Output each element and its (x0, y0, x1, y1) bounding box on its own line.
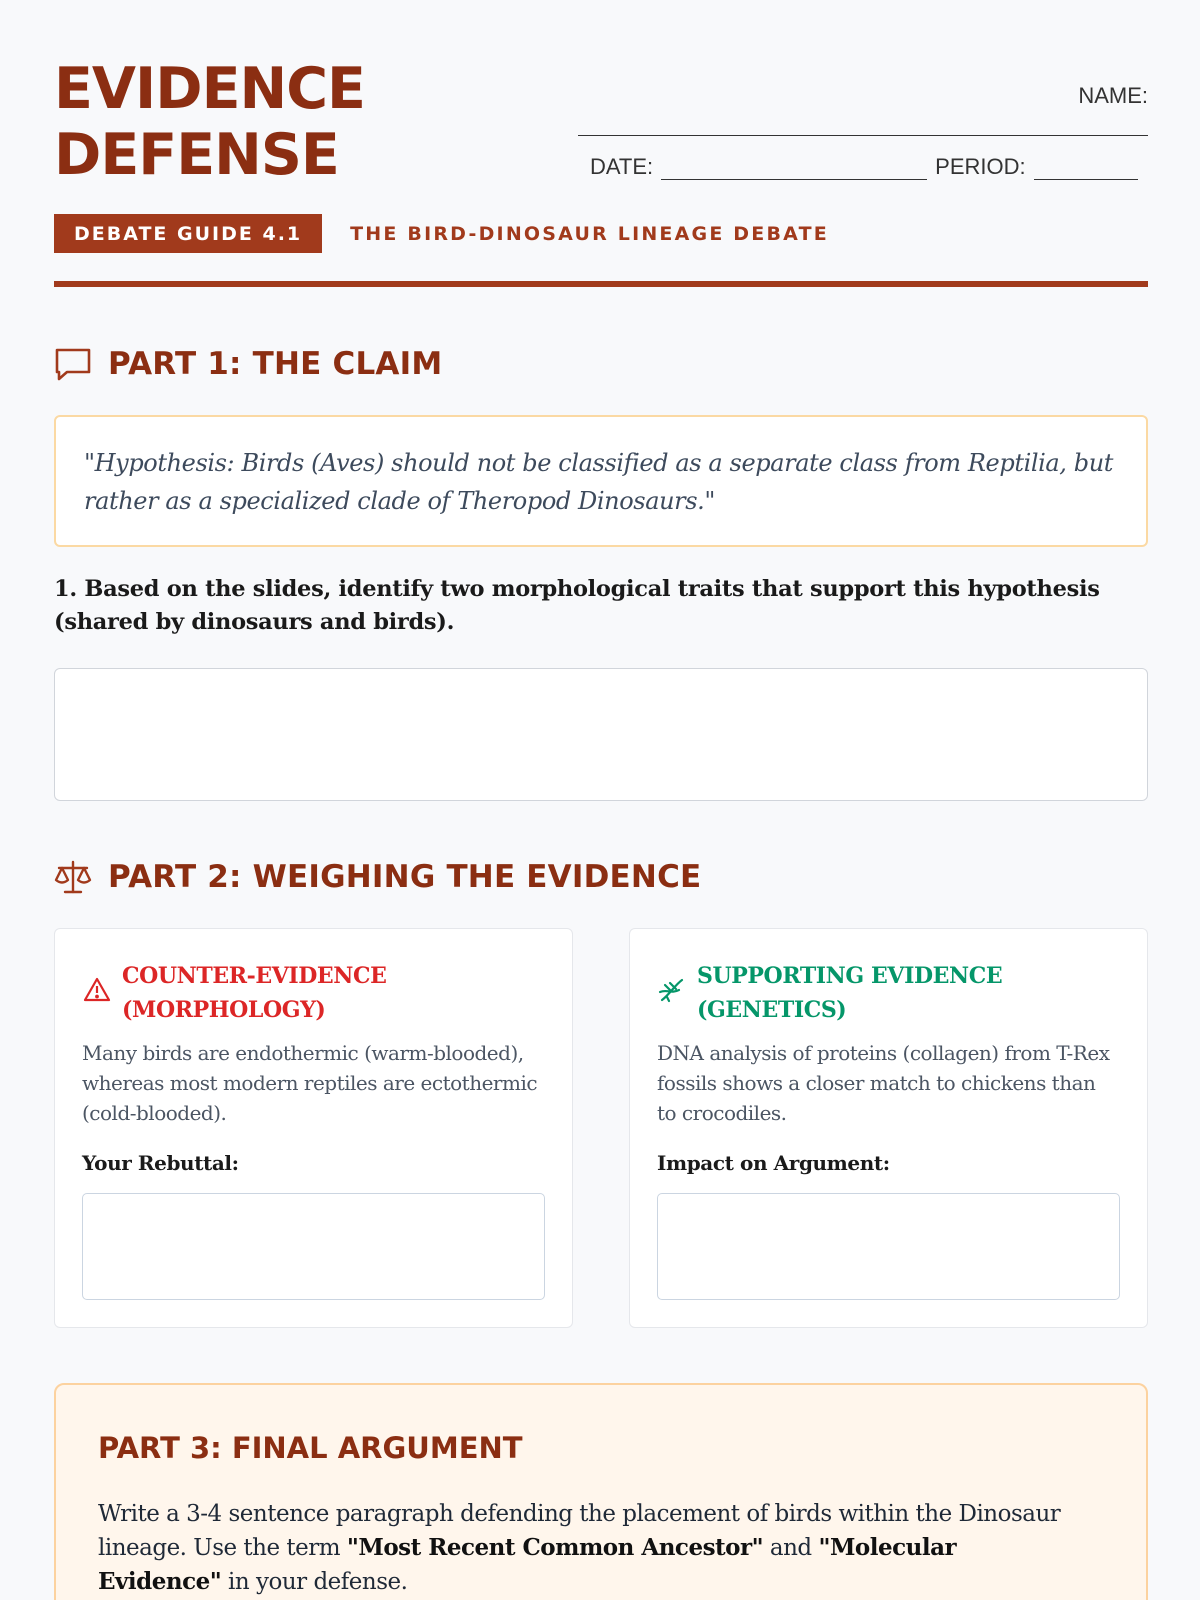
counter-evidence-title: COUNTER-EVIDENCE (MORPHOLOGY) (122, 963, 387, 1023)
date-field[interactable] (661, 162, 927, 180)
date-label: DATE: (590, 154, 654, 179)
question-1: 1. Based on the slides, identify two morphological traits that support this hypothesis (shared by dinosaurs and birds). (54, 576, 1100, 635)
period-label: PERIOD: (935, 154, 1026, 179)
student-info-fields (578, 80, 1148, 179)
name-label: NAME: (1078, 83, 1148, 108)
supporting-evidence-text: DNA analysis of proteins (collagen) from T-Rex fossils shows a closer match to chickens than to crocodiles. (657, 1041, 1110, 1125)
claim-box: "Hypothesis: Birds (Aves) should not be classified as a separate class from Reptilia, but rather as a specialized clade of Theropod Dinosaurs." (54, 415, 1148, 547)
impact-label: Impact on Argument: (657, 1151, 890, 1175)
part2-header (54, 858, 701, 896)
dna-icon (657, 975, 687, 1005)
counter-evidence-text: Many birds are endothermic (warm-blooded), whereas most modern reptiles are ectothermic (cold-blooded). (82, 1041, 538, 1125)
title-line-2: DEFENSE (54, 122, 339, 188)
period-field[interactable] (1034, 162, 1138, 180)
guide-badge: DEBATE GUIDE 4.1 (54, 214, 322, 253)
part1-title: PART 1: THE CLAIM (108, 346, 443, 382)
term-molecular-evidence: "Molecular Evidence" (98, 1534, 957, 1595)
worksheet-page (54, 0, 1148, 1600)
final-argument-instructions: Write a 3-4 sentence paragraph defending the placement of birds within the Dinosaur lineage. Use the term "Most Recent Common Ancestor" and "Molecular Evidence" in your defense. (98, 1501, 1061, 1595)
name-field[interactable] (578, 80, 1148, 136)
supporting-evidence-title: SUPPORTING EVIDENCE (GENETICS) (697, 963, 1003, 1023)
part2-title: PART 2: WEIGHING THE EVIDENCE (108, 859, 702, 895)
warning-triangle-icon (82, 975, 112, 1005)
speech-bubble-icon (54, 345, 92, 383)
counter-evidence-card (54, 928, 573, 1328)
impact-input[interactable] (657, 1193, 1120, 1300)
title-line-1: EVIDENCE (54, 56, 365, 122)
scale-icon (54, 858, 92, 896)
supporting-evidence-card (629, 928, 1148, 1328)
part3-title: PART 3: FINAL ARGUMENT (98, 1431, 523, 1465)
rebuttal-input[interactable] (82, 1193, 545, 1300)
rebuttal-label: Your Rebuttal: (82, 1151, 239, 1175)
debate-subtitle: THE BIRD-DINOSAUR LINEAGE DEBATE (350, 222, 829, 245)
worksheet-title (54, 56, 365, 188)
part1-header (54, 345, 442, 383)
term-mrca: "Most Recent Common Ancestor" (346, 1534, 764, 1561)
question-1-answer-box[interactable] (54, 668, 1148, 801)
final-argument-section (54, 1383, 1148, 1600)
guide-badge-row (54, 214, 829, 253)
header-divider (54, 281, 1148, 287)
